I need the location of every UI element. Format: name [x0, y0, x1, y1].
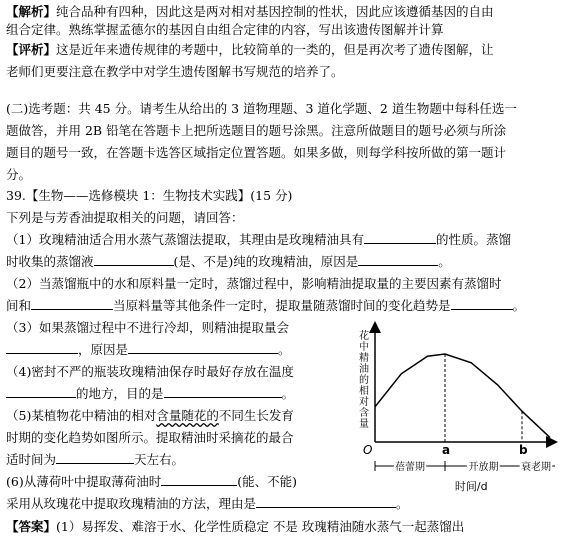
oil-content-curve	[375, 354, 550, 438]
q1-line-1: （1）玫瑰精油适合用水蒸气蒸馏法提取，其理由是玫瑰精油具有 的性质。蒸馏	[6, 232, 511, 247]
section2-line-4: 分。	[6, 167, 32, 182]
answer-blank[interactable]	[161, 473, 237, 486]
q3-line-2: ，原因是 。	[6, 341, 291, 359]
answer-blank[interactable]	[31, 297, 113, 310]
q5-line-3: 适时间为 天左右。	[6, 452, 185, 467]
q5-line-2: 时期的变化趋势如图所示。提取精油时采摘花的最合	[6, 430, 294, 445]
origin-label: O	[363, 443, 373, 457]
q5-line-1: （5)某植物花中精油的相对含量随花的不同生长发育	[6, 408, 294, 423]
stage-label-1: 开放期	[468, 462, 499, 473]
answer-blank[interactable]	[128, 341, 278, 354]
answer-label: 【答案】	[6, 519, 57, 534]
q4-line-2: 的地方，目的是 。	[6, 385, 294, 403]
section2-line-1: (二)选考题：共 45 分。请考生从给出的 3 道物理题、3 道化学题、2 道生物题中每科任选一	[6, 101, 517, 116]
comment-line-2: 老师们更要注意在教学中对学生遗传图解书写规范的培养了。	[6, 64, 344, 79]
comment-line-1: 【评析】这是近年来遗传规律的考题中，比较简单的一类的，但是再次考了遗传图解，让	[6, 42, 494, 57]
q39-intro: 下列是与芳香油提取相关的问题，请回答：	[6, 210, 244, 225]
q39-heading: 39.【生物——选修模块 1：生物技术实践】(15 分)	[6, 188, 293, 203]
answer-blank[interactable]	[164, 385, 282, 398]
answer-blank[interactable]	[451, 297, 513, 310]
q4-line-1: （4)密封不严的瓶装玫瑰精油保存时最好存放在温度	[6, 364, 294, 379]
essential-oil-chart	[340, 318, 560, 508]
stage-label-2: 衰老期	[521, 462, 551, 473]
q3-line-1: （3）如果蒸馏过程中不进行冷却，则精油提取量会	[6, 320, 289, 335]
q1-line-2: 时收集的蒸馏液 (是、不是)纯的玫瑰精油，原因是 。	[6, 254, 451, 269]
answer-line: 【答案】(1）易挥发、难溶于水、化学性质稳定 不是 玫瑰精油随水蒸气一起蒸馏出	[6, 519, 465, 534]
analysis-line-2: 组合定律。熟练掌握孟德尔的基因自由组合定律的内容，写出该遗传图解并计算	[6, 22, 444, 37]
y-axis-label: 花中精油的相对含量	[356, 330, 368, 429]
analysis-label: 【解析】	[6, 4, 57, 19]
section2-line-2: 题做答，并用 2B 铅笔在答题卡上把所选题目的题号涂黑。注意所做题目的题号必须与所涂	[6, 123, 507, 138]
q2-line-1: （2）当蒸馏瓶中的水和原料量一定时，蒸馏过程中，影响精油提取量的主要因素有蒸馏时	[6, 276, 502, 291]
section2-line-3: 题目的题号一致，在答题卡选答区域指定位置答题。如果多做，则每学科按所做的第一题计	[6, 145, 507, 160]
comment-label: 【评析】	[6, 42, 57, 57]
q2-line-2: 间和 当原料量等其他条件一定时，提取量随蒸馏时间的变化趋势是 。	[6, 298, 526, 313]
stage-label-0: 蓓蕾期	[395, 462, 425, 473]
x-axis-label: 时间/d	[454, 480, 488, 493]
x-tick-a: a	[442, 443, 451, 457]
answer-blank[interactable]	[94, 253, 174, 266]
answer-blank[interactable]	[6, 385, 76, 398]
q6-line-1: (6)从薄荷叶中提取薄荷油时 (能、不能)	[6, 474, 297, 489]
answer-blank[interactable]	[56, 451, 134, 464]
x-tick-b: b	[519, 443, 528, 457]
answer-blank[interactable]	[358, 253, 438, 266]
q6-line-2: 采用从玫瑰花中提取玫瑰精油的方法，理由是 。	[6, 496, 409, 511]
answer-blank[interactable]	[364, 231, 436, 244]
answer-blank[interactable]	[6, 341, 78, 354]
analysis-line-1: 【解析】纯合品种有四种，因此这是两对相对基因控制的性状，因此应该遵循基因的自由	[6, 4, 494, 19]
